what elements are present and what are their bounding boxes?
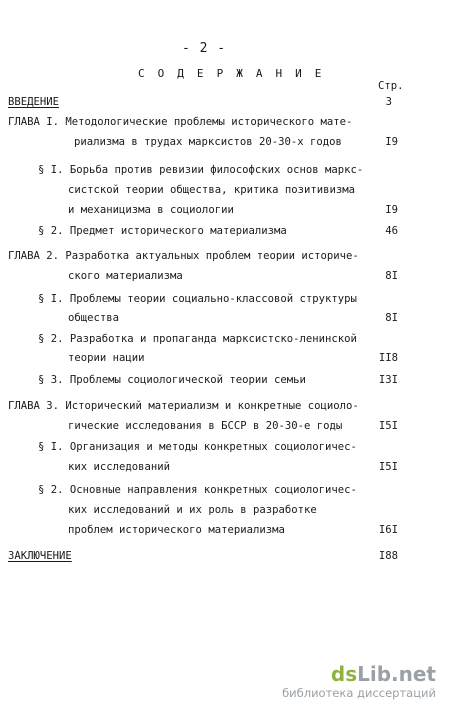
toc-section-1-1-page: I9 xyxy=(385,204,398,216)
contents-title: С О Д Е Р Ж А Н И Е xyxy=(138,67,325,80)
toc-section-3-1-line-1: § I. Организация и методы конкретных социологичес- xyxy=(38,441,357,453)
watermark-logo: dsLib.net xyxy=(330,662,436,686)
toc-section-1-1-line-1: § I. Борьба против ревизии философских основ маркс- xyxy=(38,164,364,176)
toc-section-1-1-line-3: и механицизма в социологии xyxy=(68,204,234,216)
toc-section-1-2-page: 46 xyxy=(385,225,398,237)
toc-chapter-2-line-2: ского материализма xyxy=(68,270,183,282)
toc-chapter-3-line-1: ГЛАВА 3. Исторический материализм и конкретные социоло- xyxy=(8,400,359,412)
page-number: - 2 - xyxy=(182,41,227,56)
toc-section-1-1-line-2: систской теории общества, критика позитивизма xyxy=(68,184,356,196)
toc-chapter-3-line-2: гические исследования в БССР в 20-30-е годы xyxy=(68,420,343,432)
toc-section-2-1-page: 8I xyxy=(385,312,398,324)
toc-conclusion-label: ЗАКЛЮЧЕНИЕ xyxy=(8,550,72,562)
toc-section-3-2-line-3: проблем исторического материализма xyxy=(68,524,285,536)
toc-section-3-1-page: I5I xyxy=(378,461,398,473)
toc-section-3-1-line-2: ких исследований xyxy=(68,461,171,473)
toc-section-2-2-line-1: § 2. Разработка и пропаганда марксистско-ленинской xyxy=(38,333,357,345)
toc-section-2-3-line-1: § 3. Проблемы социологической теории семьи xyxy=(38,374,306,386)
toc-section-3-2-page: I6I xyxy=(378,524,398,536)
toc-conclusion-page: I88 xyxy=(378,550,398,562)
page-column-header: Стр. xyxy=(378,80,404,92)
watermark-subtitle: библиотека диссертаций xyxy=(282,686,436,700)
toc-section-1-2-line-1: § 2. Предмет исторического материализма xyxy=(38,225,287,237)
toc-chapter-3-page: I5I xyxy=(378,420,398,432)
toc-section-3-2-line-1: § 2. Основные направления конкретных социологичес- xyxy=(38,484,357,496)
toc-chapter-1-line-2: риализма в трудах марксистов 20-30-х годов xyxy=(74,136,342,148)
toc-intro-page: 3 xyxy=(385,96,392,108)
toc-section-2-2-page: II8 xyxy=(378,352,398,364)
toc-chapter-2-line-1: ГЛАВА 2. Разработка актуальных проблем теории историче- xyxy=(8,250,359,262)
toc-section-3-2-line-2: ких исследований и их роль в разработке xyxy=(68,504,317,516)
toc-section-2-2-line-2: теории нации xyxy=(68,352,145,364)
toc-section-2-3-page: I3I xyxy=(378,374,398,386)
toc-section-2-1-line-1: § I. Проблемы теории социально-классовой структуры xyxy=(38,293,357,305)
toc-chapter-1-line-1: ГЛАВА I. Методологические проблемы исторического мате- xyxy=(8,116,353,128)
toc-section-2-1-line-2: общества xyxy=(68,312,120,324)
toc-chapter-1-page: I9 xyxy=(385,136,398,148)
toc-intro-label: ВВЕДЕНИЕ xyxy=(8,96,60,108)
toc-chapter-2-page: 8I xyxy=(385,270,398,282)
